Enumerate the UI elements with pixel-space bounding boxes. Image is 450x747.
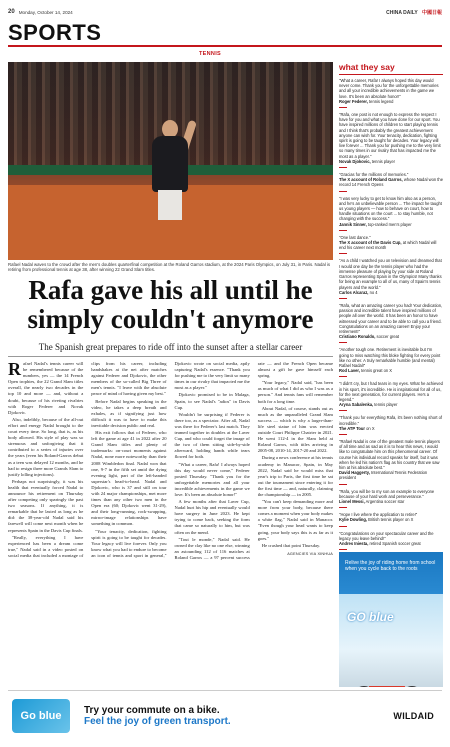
headline: Rafa gave his all until he simply couldn't anymore — [27, 275, 314, 334]
bike-illustration — [339, 594, 443, 687]
quote-item — [339, 439, 443, 485]
quote-item — [339, 172, 443, 192]
quote-divider — [339, 526, 347, 527]
article-paragraph: Wouldn't be surprising if Federer is there too, as a spectator. After all, Nadal was there for Federer's last match. They teamed together in doubles at the Laver Cup, and who could forget the image of the two of them sitting side-by-side afterward, holding hands while tears flowed for both. — [174, 411, 250, 460]
quote-speaker-role: at which Nadal will end his career next month — [339, 240, 437, 251]
quote-speaker: The X account of Roland Garros, — [339, 177, 403, 183]
bottom-ad-copy — [84, 705, 231, 727]
quote-speaker-role: tennis great on X — [361, 368, 393, 374]
page-header — [8, 6, 442, 18]
quote-speaker-role: British tennis player on X — [368, 517, 414, 523]
quote-divider — [339, 253, 347, 254]
article-paragraph: A few months after that Laver Cup, Nadal hurt his hip and eventually would have surgery in June 2023. He kept trying to come back, seeking the form that came so naturally to him, but was often on the mend. — [174, 499, 250, 535]
quote-text: "As a child I watched you on television and dreamed that I would one day be the tennis player who had the immense pleasure of playing by your side at Roland Garros representing Spain in the Olympics! Many thanks for being an example to all of us, many of Spain's tennis players and the world." — [339, 258, 442, 290]
quote-text: "Rafa, one post is not enough to express the respect I have for you and what you have done for our sport. You have inspired millions of children to start playing tennis and I think that's probably the greatest achievement anyone can wish for. Your tenacity, dedication, fighting spirit is going to be taught for decades. Your legacy will live forever ... Thank you for pushing me to the very limit so many times in our rivalry that has impacted me the most as a player." — [339, 112, 441, 159]
quote-item — [339, 235, 443, 255]
quote-item — [339, 112, 443, 168]
quote-speaker-role: top-ranked men's player — [367, 221, 412, 227]
masthead — [386, 9, 442, 16]
quote-item — [339, 303, 443, 343]
bottom-ad-line2: Feel the joy of green transport. — [84, 715, 231, 727]
quote-divider — [339, 298, 347, 299]
quote-text: "Rafael Nadal is one of the greatest male tennis players of all time and as sad as it is to hear this news, I would like to congratulate him on this phenomenal career. Of course his individual record speaks for itself, but it was when he led his nation's flag as his country that we saw him at his absolute best." — [339, 438, 440, 470]
quote-speaker: The X account of the Davis Cup, — [339, 240, 402, 246]
quote-speaker: Cristiano Ronaldo, — [339, 334, 376, 340]
article-paragraph: "You can't keep demanding more and more from your body, because there comes a moment when your body makes a white flag," Nadal said in Manacor. "Even though your head wants to keep going, your body says this is as far as it goes." — [257, 499, 333, 541]
quote-speaker: Jannik Sinner, — [339, 221, 367, 227]
quote-divider — [339, 484, 347, 485]
quote-divider — [339, 376, 347, 377]
quote-divider — [339, 230, 347, 231]
page-number: 20 — [8, 9, 15, 15]
article-paragraph: "Really, everything I have experienced has been a dream come true," Nadal said in a video posted on social media that included a montage of clips from his career, including handshakes at the net after matches against Federer and Djokovic, the other members of the so-called Big Three of men's tennis. "I leave with the absolute peace of mind of having given my best." — [8, 361, 167, 558]
quote-divider — [339, 342, 347, 343]
quote-item — [339, 531, 443, 550]
paper-name: CHINA DAILY — [386, 9, 418, 16]
article-paragraph: Perhaps not surprisingly, it was his health that eventually forced Nadal to announce his retirement on Thursday after competing only sparingly the past two seasons. If anything, it is remarkable that he lasted as long as he did: the 38-year-old Nadal said his farewell will come next month when he represents Spain in the Davis Cup finals. — [8, 478, 84, 533]
quote-item — [339, 258, 443, 298]
quote-speaker: Andres Iniesta, — [339, 541, 369, 547]
quote-speaker: Kylie Dowling, — [339, 517, 367, 523]
quote-divider — [339, 410, 347, 411]
go-blue-logo: Go blue — [12, 699, 70, 733]
quote-speaker: Carlos Alcaraz, — [339, 289, 369, 295]
sidebar-title: what they say — [339, 62, 443, 75]
article-paragraph: During a news conference at his tennis academy in Manacor, Spain, in May 2022, Nadal said he would miss that year's trip to Paris, the first time he sat out the tournament since entering it for the first time — and, naturally, claiming the championship — in 2005. — [257, 455, 333, 497]
quote-divider — [339, 107, 347, 108]
article-paragraph: "Tout le monde," Nadal said. He owned the clay like no one else, winning an astounding 112 of 116 matches at Roland Garros — a 97 percent success rate — and the French Open became almost a gift he gave himself each spring. — [174, 361, 333, 560]
quote-divider — [339, 191, 347, 192]
quote-speaker: David Haggerty, — [339, 470, 370, 476]
article-kicker: TENNIS — [199, 51, 221, 57]
quote-divider — [339, 507, 347, 508]
quote-speaker-role: tennis player — [374, 402, 398, 408]
quote-speaker-role: retired Spanish soccer great — [369, 541, 421, 547]
article-body — [8, 361, 333, 619]
quote-speaker: Roger Federer, — [339, 98, 368, 104]
quote-text: "Rafa, you will be to my son an example to everyone because of your hard work and perseverance." — [339, 488, 435, 499]
subheadline: The Spanish great prepares to ride off into the sunset after a stellar career — [38, 342, 303, 352]
side-advertisement[interactable] — [339, 552, 443, 687]
quote-speaker-role: International Tennis Federation president — [339, 470, 428, 481]
quote-text: "Hope I live where the application to retire!" — [339, 512, 418, 518]
quote-divider — [339, 434, 347, 435]
issue-date: Monday, October 14, 2024 — [18, 9, 73, 15]
bottom-ad-line1: Try your commute on a bike. — [84, 704, 220, 716]
bottom-advertisement[interactable] — [8, 690, 442, 740]
article-paragraph: About Nadal, of course, stands out as much as the unparalleled Grand Slam success — which is why a larger-than-life steel statue of him was erected outside Court Philippe Chatrier in 2021. He went 112-4 in the Slam held at Roland Garros, with titles arriving in 2005-08, 2010-14, 2017-20 and 2022. — [257, 405, 333, 454]
quote-text: "Congratulations on your spectacular career and the legacy you leave behind!" — [339, 530, 434, 541]
quote-speaker: Aryna Sabalenka, — [339, 402, 374, 408]
subhead-rule — [8, 356, 333, 357]
quote-item — [339, 415, 443, 435]
quote-item — [339, 347, 443, 377]
quote-speaker-role: Argentina soccer star — [365, 499, 405, 504]
article-paragraph: "What a career, Rafa! I always hoped this day would never come," Federer posted Thursday. "Thank you for the unforgettable memories and all your incredible achievements in the game we love. It's been an absolute honor!" — [174, 461, 250, 497]
section-title: SPORTS — [8, 20, 102, 45]
quote-divider — [339, 549, 347, 550]
bike-frame-icon — [365, 686, 405, 687]
article-paragraph: "Your tenacity, dedication, fighting spirit is going to be taught for decades. Your legacy will live forever. Only you know what you had to endure to become an icon of tennis and sport in general," Djokovic wrote on social media, aptly capturing Nadal's essence. "Thank you for pushing me to the very limit so many times in our rivalry that impacted me the most as a player." — [91, 361, 250, 558]
quote-speaker-role: no 4 — [369, 289, 378, 295]
wildaid-logo: WILDAID — [393, 710, 434, 721]
photo-player-figure — [148, 120, 192, 220]
article-photo — [8, 62, 333, 260]
quote-item — [339, 381, 443, 411]
side-ad-slogan: GO blue — [347, 610, 394, 624]
what-they-say-sidebar — [339, 62, 443, 550]
article-byline: AGENCIES VIA XINHUA — [287, 551, 333, 556]
quote-speaker: Novak Djokovic, — [339, 158, 371, 164]
quote-list — [339, 78, 443, 550]
quote-text: "I didn't cry, but I had tears in my eyes. What he achieved in his sport, it's incredible. He is inspirational for all of us, for the next generation, for current players. He's a legend." — [339, 381, 443, 402]
paper-name-zh: 中國日報 — [421, 9, 442, 16]
article-paragraph: His exit follows that of Federer, who left the game at age 41 in 2022 after 20 Grand Slam titles and plenty of trademarks: on-court moments against Nadal, none more noteworthy than their 2008 Wimbledon final. Nadal won that one, 9-7 in the fifth set amid the dying evening light, part of the left-handed superstar's head-to-head. Nadal and Djokovic, who is 37 and still on tour with 24 major championships, met more times than any other two men in the Open era (60; Djokovic went 31-29), and their long-running, rock-swapping, mirror-image relationships have something in common. — [91, 430, 167, 527]
quote-text: "Another tough one. Retirement is inevitable but I'm going to miss watching this bloke fighting for every point like no other. A truly remarkable humble (and mental) Rafael Nadal!" — [339, 347, 441, 368]
article-paragraph: "Your legacy," Nadal said, "has been as much of what I did as who I was as a person." And tennis fans will remember both for a long time. — [257, 380, 333, 404]
quote-speaker: The ATP Tour — [339, 425, 366, 431]
quote-speaker-role: whose Nadal won the record 14 French Opens — [339, 177, 443, 188]
quote-text: "Thank you for everything Rafa, it's been nothing short of incredible." — [339, 415, 443, 426]
quote-divider — [339, 167, 347, 168]
quote-item — [339, 512, 443, 526]
quote-text: "Rafa, what an amazing career you had! Your dedication, passion and incredible talent have inspired millions of people all over the world. It has been an honor to have witnessed your career and to be able to call you a friend. Congratulations on an amazing career! Enjoy your retirement!" — [339, 302, 443, 334]
drop-cap: R — [8, 361, 21, 379]
quote-text: "Gracias for the millions of memories." — [339, 172, 409, 178]
quote-speaker: Rod Laver, — [339, 368, 360, 374]
quote-speaker-role: tennis player — [371, 158, 395, 164]
section-rule — [8, 45, 442, 47]
quote-item — [339, 78, 443, 108]
quote-item — [339, 489, 443, 509]
article-paragraph: Djokovic promised to be in Malaga, Spain, to see Nadal's "adios" in Davis Cup. — [174, 392, 250, 410]
article-paragraph: Also, indelibly, because of the all-out effort and energy Nadal brought to the court every time. So long, that is, as his body allowed. His style of play was so strenuous and unforgiving that it contributed to a series of injuries over the years (even his Roland-Garros debut as a teen was delayed 12 months, and he had to resign three more Grands Slam to justify lolling injections). — [8, 416, 84, 477]
article-paragraph: Before Nadal begins speaking in the video, he takes a deep breath and exhales, as if signifying just how difficult it was to have to make this inevitable decision public and real. — [91, 398, 167, 428]
quote-speaker-role: on X — [366, 425, 375, 431]
quote-text: "What a career, Rafa! I always hoped this day would never come. Thank you for the unforgettable memories and all your incredible achievements in the game we love. It's been an absolute honor!" — [339, 78, 439, 99]
quote-item — [339, 196, 443, 231]
article-paragraph: Rafael Nadal's tennis career will be remembered because of the numbers, yes — the 14 French Open trophies, the 22 Grand Slam titles overall, the nearly two decades in the top 10 and more — and, without a doubt, because of his riveting rivalries with Roger Federer and Novak Djokovic. — [8, 361, 84, 415]
quote-speaker: Lionel Messi, — [339, 499, 365, 504]
quote-speaker-role: tennis legend — [369, 98, 394, 104]
quote-speaker-role: soccer great — [376, 334, 400, 340]
quote-text: "One last dance." — [339, 234, 371, 240]
photo-caption: Rafael Nadal waves to the crowd after the men's doubles quarterfinal competition at the Roland Garros stadium, at the 2024 Paris Olympics, on July 31, in Paris. Nadal is retiring from professional tennis at age 38, after winning 22 Grand Slam titles. — [8, 262, 331, 273]
quote-text: "I was very lucky to get to know him also as a person, and he's an unbelievable person ... The impact he taught us young players — how to behave on court, how to handle situations on the court ... to stay humble, not changing with the success." — [339, 195, 442, 222]
side-ad-text: Relive the joy of riding home from school when you cycle back to the roots — [345, 560, 436, 573]
article-paragraph: He crashed that point Thursday. — [261, 542, 321, 548]
